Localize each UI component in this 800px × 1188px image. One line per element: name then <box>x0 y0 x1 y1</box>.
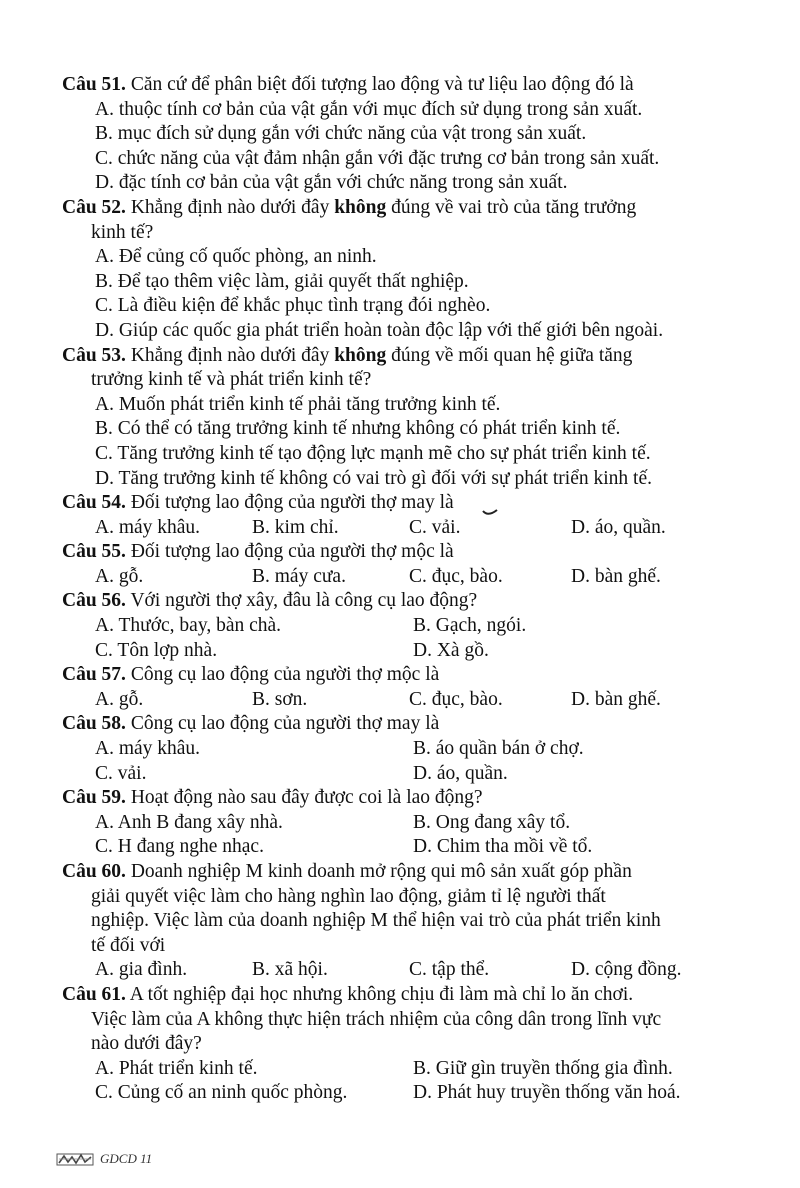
question-53 <box>62 344 752 492</box>
question-59 <box>62 786 752 860</box>
option-c: C. Củng cố an ninh quốc phòng. <box>95 1082 348 1104</box>
question-56 <box>62 589 752 663</box>
option-a: A. gỗ. <box>95 688 144 710</box>
option-b: B. kim chỉ. <box>252 516 339 538</box>
option-d: D. cộng đồng. <box>571 959 682 981</box>
question-stem: Hoạt động nào sau đây được coi là lao động? <box>125 787 483 809</box>
options-row <box>62 835 752 860</box>
option-b: B. xã hội. <box>252 959 328 981</box>
option-b: B. mục đích sử dụng gắn với chức năng của vật trong sản xuất. <box>95 123 587 145</box>
option-c: C. vải. <box>95 762 147 784</box>
option-c: C. đục, bào. <box>409 565 503 587</box>
option-a: A. thuộc tính cơ bản của vật gắn với mục đích sử dụng trong sản xuất. <box>95 98 643 120</box>
option-c: C. H đang nghe nhạc. <box>95 836 264 858</box>
question-stem-continuation: giải quyết việc làm cho hàng nghìn lao động, giảm tỉ lệ người thất <box>91 885 606 907</box>
options-row <box>62 565 752 590</box>
option-b: B. áo quần bán ở chợ. <box>413 738 584 760</box>
question-58 <box>62 712 752 786</box>
question-stem: Khẳng định nào dưới đây <box>125 344 335 366</box>
option-a: A. gia đình. <box>95 959 188 981</box>
option-b: B. Có thể có tăng trưởng kinh tế nhưng không có phát triển kinh tế. <box>95 418 621 440</box>
option-a: A. Anh B đang xây nhà. <box>95 811 283 833</box>
question-51 <box>62 73 752 196</box>
option-a: A. Để củng cố quốc phòng, an ninh. <box>95 246 377 268</box>
question-list <box>62 73 752 1106</box>
decorative-logo-icon <box>56 1151 94 1167</box>
question-number: Câu 57. <box>62 664 126 686</box>
question-stem: Đối tượng lao động của người thợ may là <box>125 492 454 514</box>
emphasis-not: không <box>334 196 387 218</box>
question-number: Câu 51. <box>62 74 126 95</box>
options-row <box>62 762 752 787</box>
pen-tick-mark <box>482 509 498 519</box>
question-stem: Khẳng định nào dưới đây <box>125 196 335 218</box>
question-stem-continuation: tế đối với <box>91 934 166 956</box>
option-c: C. Là điều kiện để khắc phục tình trạng đói nghèo. <box>95 295 491 317</box>
options-row <box>62 516 752 541</box>
options-row <box>62 614 752 639</box>
question-stem-continuation: Việc làm của A không thực hiện trách nhiệm của công dân trong lĩnh vực <box>91 1008 662 1030</box>
option-d: D. áo, quần. <box>571 516 666 538</box>
question-stem-end: đúng về mối quan hệ giữa tăng <box>386 344 633 366</box>
option-b: B. máy cưa. <box>252 565 346 587</box>
option-a: A. Thước, bay, bàn chà. <box>95 615 282 637</box>
question-55 <box>62 540 752 589</box>
question-number: Câu 59. <box>62 787 126 809</box>
options-row <box>62 688 752 713</box>
question-61 <box>62 983 752 1106</box>
option-d: D. bàn ghế. <box>571 688 661 710</box>
option-a: A. Muốn phát triển kinh tế phải tăng trưởng kinh tế. <box>95 393 501 415</box>
question-number: Câu 54. <box>62 492 126 514</box>
question-stem: Công cụ lao động của người thợ may là <box>125 713 440 735</box>
question-number: Câu 52. <box>62 196 126 218</box>
options-row <box>62 737 752 762</box>
option-b: B. Gạch, ngói. <box>413 615 527 637</box>
question-stem-continuation: nào dưới đây? <box>91 1033 202 1055</box>
question-stem-continuation: trưởng kinh tế và phát triển kinh tế? <box>91 369 372 391</box>
question-60 <box>62 860 752 983</box>
options-row <box>62 811 752 836</box>
question-stem: Căn cứ để phân biệt đối tượng lao động và tư liệu lao động đó là <box>125 74 634 95</box>
option-d: D. Giúp các quốc gia phát triển hoàn toàn độc lập với thế giới bên ngoài. <box>95 319 664 341</box>
option-d: D. áo, quần. <box>413 762 508 784</box>
question-stem: Đối tượng lao động của người thợ mộc là <box>125 541 454 563</box>
option-b: B. Ong đang xây tổ. <box>413 811 571 833</box>
option-a: A. máy khâu. <box>95 516 201 538</box>
question-number: Câu 53. <box>62 344 126 366</box>
option-a: A. Phát triển kinh tế. <box>95 1057 258 1079</box>
option-c: C. chức năng của vật đảm nhận gắn với đặc trưng cơ bản trong sản xuất. <box>95 147 660 169</box>
question-stem-end: đúng về vai trò của tăng trưởng <box>386 196 637 218</box>
question-54 <box>62 491 752 540</box>
question-number: Câu 55. <box>62 541 126 563</box>
option-d: D. Xà gồ. <box>413 639 489 661</box>
question-stem: Doanh nghiệp M kinh doanh mở rộng qui mô sản xuất góp phần <box>125 861 632 882</box>
options-row <box>62 1057 752 1082</box>
option-b: B. Để tạo thêm việc làm, giải quyết thất nghiệp. <box>95 270 469 292</box>
option-d: D. bàn ghế. <box>571 565 661 587</box>
question-number: Câu 56. <box>62 590 126 612</box>
option-a: A. máy khâu. <box>95 738 201 760</box>
option-a: A. gỗ. <box>95 565 144 587</box>
option-b: B. sơn. <box>252 688 308 710</box>
question-stem-continuation: nghiệp. Việc làm của doanh nghiệp M thể hiện vai trò của phát triển kinh <box>91 910 661 932</box>
question-52 <box>62 196 752 344</box>
question-57 <box>62 663 752 712</box>
option-d: D. Tăng trưởng kinh tế không có vai trò gì đối với sự phát triển kinh tế. <box>95 467 652 489</box>
question-stem-continuation: kinh tế? <box>91 221 154 243</box>
options-row <box>62 958 752 983</box>
option-d: D. Phát huy truyền thống văn hoá. <box>413 1082 681 1104</box>
footer-label: GDCD 11 <box>100 1151 153 1166</box>
option-c: C. vải. <box>409 516 461 538</box>
question-number: Câu 61. <box>62 983 126 1005</box>
option-c: C. Tôn lợp nhà. <box>95 639 218 661</box>
question-number: Câu 60. <box>62 861 126 882</box>
page-footer <box>56 1147 152 1172</box>
question-stem: Công cụ lao động của người thợ mộc là <box>125 664 440 686</box>
option-d: D. đặc tính cơ bản của vật gắn với chức năng trong sản xuất. <box>95 172 568 194</box>
option-c: C. Tăng trưởng kinh tế tạo động lực mạnh mẽ cho sự phát triển kinh tế. <box>95 442 651 464</box>
options-row <box>62 1081 752 1106</box>
option-c: C. tập thể. <box>409 959 490 981</box>
option-d: D. Chim tha mồi về tổ. <box>413 836 593 858</box>
question-stem: A tốt nghiệp đại học nhưng không chịu đi làm mà chỉ lo ăn chơi. <box>125 983 634 1005</box>
emphasis-not: không <box>334 344 387 366</box>
option-c: C. đục, bào. <box>409 688 503 710</box>
question-number: Câu 58. <box>62 713 126 735</box>
question-stem: Với người thợ xây, đâu là công cụ lao động? <box>125 590 478 612</box>
option-b: B. Giữ gìn truyền thống gia đình. <box>413 1057 673 1079</box>
options-row <box>62 639 752 664</box>
